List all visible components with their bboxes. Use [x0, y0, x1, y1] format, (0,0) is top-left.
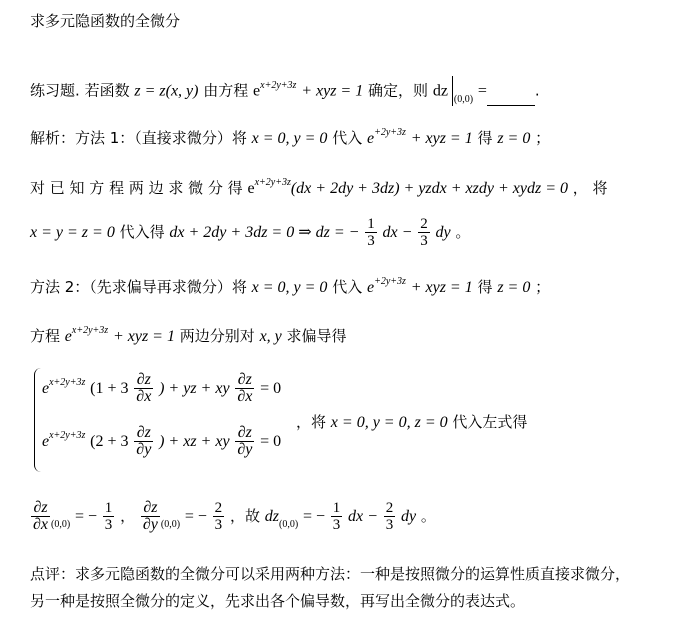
result-at-2: (0,0)	[160, 519, 181, 530]
comment-line-2: 另一种是按照全微分的定义，先求出各个偏导数，再写出全微分的表达式。	[30, 592, 526, 610]
line3-e: e	[247, 180, 255, 197]
result-at-1: (0,0)	[51, 519, 71, 530]
analysis-end: ；	[535, 129, 551, 147]
result-dz: dz	[264, 508, 279, 525]
answer-blank	[487, 91, 535, 106]
exercise-text-c: 确定，则	[368, 81, 429, 100]
eval-bar	[452, 76, 453, 106]
exercise-text-a: 若函数	[84, 81, 130, 100]
system-side-text	[296, 411, 527, 432]
fraction-one-third: $\frac{1}{3}$	[367, 216, 375, 249]
result-end-expr: dy	[401, 508, 417, 525]
side-b: 代入左式得	[452, 413, 528, 431]
exercise-end: .	[534, 81, 540, 100]
result-text: ，故	[229, 507, 260, 525]
method2-end: ；	[535, 278, 551, 296]
line4-text-a: 代入得	[119, 223, 165, 241]
comment-line-1: 点评：求多元隐函数的全微分可以采用两种方法：一种是按照微分的运算性质直接求微分，	[30, 565, 631, 583]
exercise-function: z = z(x, y)	[134, 82, 199, 100]
result-mid: dx −	[348, 508, 378, 525]
line4-expr-a: x = y = z = 0	[30, 224, 115, 241]
analysis-rest: + xyz = 1	[410, 130, 473, 147]
method2-result: z = 0	[497, 279, 531, 296]
result-at-3: (0,0)	[278, 519, 299, 530]
analysis-label: 解析：方法 1：（直接求微分）将	[30, 129, 247, 147]
partial-intro-line	[30, 325, 347, 346]
line6-vars: x, y	[259, 328, 282, 345]
line3-expr: (dx + 2dy + 3dz) + yzdx + xzdy + xydz = 0	[290, 180, 568, 197]
analysis-e: e	[366, 130, 375, 147]
method2-label: 方法 2：（先求偏导再求微分）将	[30, 278, 247, 296]
line6-text-c: 求偏导得	[286, 327, 347, 345]
side-a: ，将	[296, 413, 327, 431]
analysis-line	[30, 127, 550, 148]
result-value-1: $\frac{1}{3}$	[104, 500, 113, 533]
result-eq-3: = −	[302, 508, 325, 525]
method2-get: 得	[477, 278, 493, 296]
result-partial-x: $\frac{\partial z}{\partial x}$	[33, 499, 49, 533]
exercise-dz: dz	[432, 82, 448, 100]
r2-b: ) + xz + xy	[159, 433, 230, 450]
exercise-label: 练习题.	[30, 81, 80, 100]
line4-expr-b: dx + 2dy + 3dz = 0 ⇒ dz = −	[169, 224, 360, 241]
line3-e-exp: x+2y+3z	[254, 177, 291, 188]
partial-z-y-2: $\frac{\partial z}{\partial y}$	[237, 424, 253, 458]
result-value-3: $\frac{1}{3}$	[332, 500, 341, 533]
method2-e-exp: +2y+3z	[374, 276, 406, 287]
system-brace	[34, 368, 41, 472]
line6-e-exp: x+2y+3z	[71, 325, 109, 336]
line4-end-expr: dy	[435, 224, 451, 241]
method2-line	[30, 276, 550, 297]
differential-line	[30, 177, 608, 198]
fraction-two-thirds: $\frac{2}{3}$	[420, 216, 428, 249]
line6-rest: + xyz = 1	[112, 328, 175, 345]
exercise-line	[30, 76, 540, 106]
method2-sub-text: 代入	[332, 278, 363, 296]
result-end: 。	[420, 507, 436, 525]
system-row-1	[42, 372, 281, 405]
r2-a: (2 + 3	[90, 433, 129, 450]
analysis-cond: x = 0, y = 0	[251, 130, 328, 147]
analysis-result: z = 0	[497, 130, 531, 147]
page-title: 求多元隐函数的全微分	[30, 12, 181, 30]
exercise-eq-exp: x+2y+3z	[260, 79, 297, 91]
line6-e: e	[64, 328, 72, 345]
r1-exp: x+2y+3z	[49, 377, 86, 388]
line6-text-b: 两边分别对	[179, 327, 255, 345]
result-line	[30, 500, 436, 533]
r1-c: = 0	[260, 380, 282, 397]
line4-mid: dx −	[382, 224, 413, 241]
line4-end: 。	[455, 223, 471, 241]
line3-text: 对 已 知 方 程 两 边 求 微 分 得	[30, 179, 243, 197]
r1-b: ) + yz + xy	[159, 380, 230, 397]
exercise-eq-sign: =	[477, 82, 487, 100]
r1-a: (1 + 3	[90, 380, 129, 397]
r2-c: = 0	[260, 433, 282, 450]
result-eq-2: = −	[184, 508, 207, 525]
method2-e: e	[366, 279, 375, 296]
analysis-sub-text: 代入	[332, 129, 363, 147]
r2-e: e	[42, 433, 50, 450]
partial-z-y: $\frac{\partial z}{\partial y}$	[136, 424, 152, 458]
result-partial-y: $\frac{\partial z}{\partial y}$	[142, 499, 158, 533]
r1-e: e	[42, 380, 50, 397]
result-sep: ，	[120, 507, 136, 525]
r2-exp: x+2y+3z	[49, 430, 86, 441]
exercise-at: (0,0)	[453, 93, 474, 105]
line6-text-a: 方程	[30, 327, 61, 345]
analysis-get: 得	[477, 129, 493, 147]
partial-z-x: $\frac{\partial z}{\partial x}$	[136, 371, 152, 405]
result-value-4: $\frac{2}{3}$	[385, 500, 394, 533]
analysis-e-exp: +2y+3z	[374, 127, 406, 138]
system-row-2	[42, 425, 281, 458]
side-cond: x = 0, y = 0, z = 0	[330, 414, 448, 431]
result-value-2: $\frac{2}{3}$	[214, 500, 223, 533]
method2-cond: x = 0, y = 0	[251, 279, 328, 296]
result-eq-1: = −	[74, 508, 98, 525]
exercise-eq-base: e	[253, 82, 261, 100]
exercise-text-b: 由方程	[203, 81, 249, 100]
line3-tail: ， 将	[572, 179, 608, 197]
partial-z-x-2: $\frac{\partial z}{\partial x}$	[237, 371, 253, 405]
exercise-eq-rest: + xyz = 1	[301, 82, 364, 100]
solve-line	[30, 216, 470, 249]
method2-rest: + xyz = 1	[410, 279, 473, 296]
